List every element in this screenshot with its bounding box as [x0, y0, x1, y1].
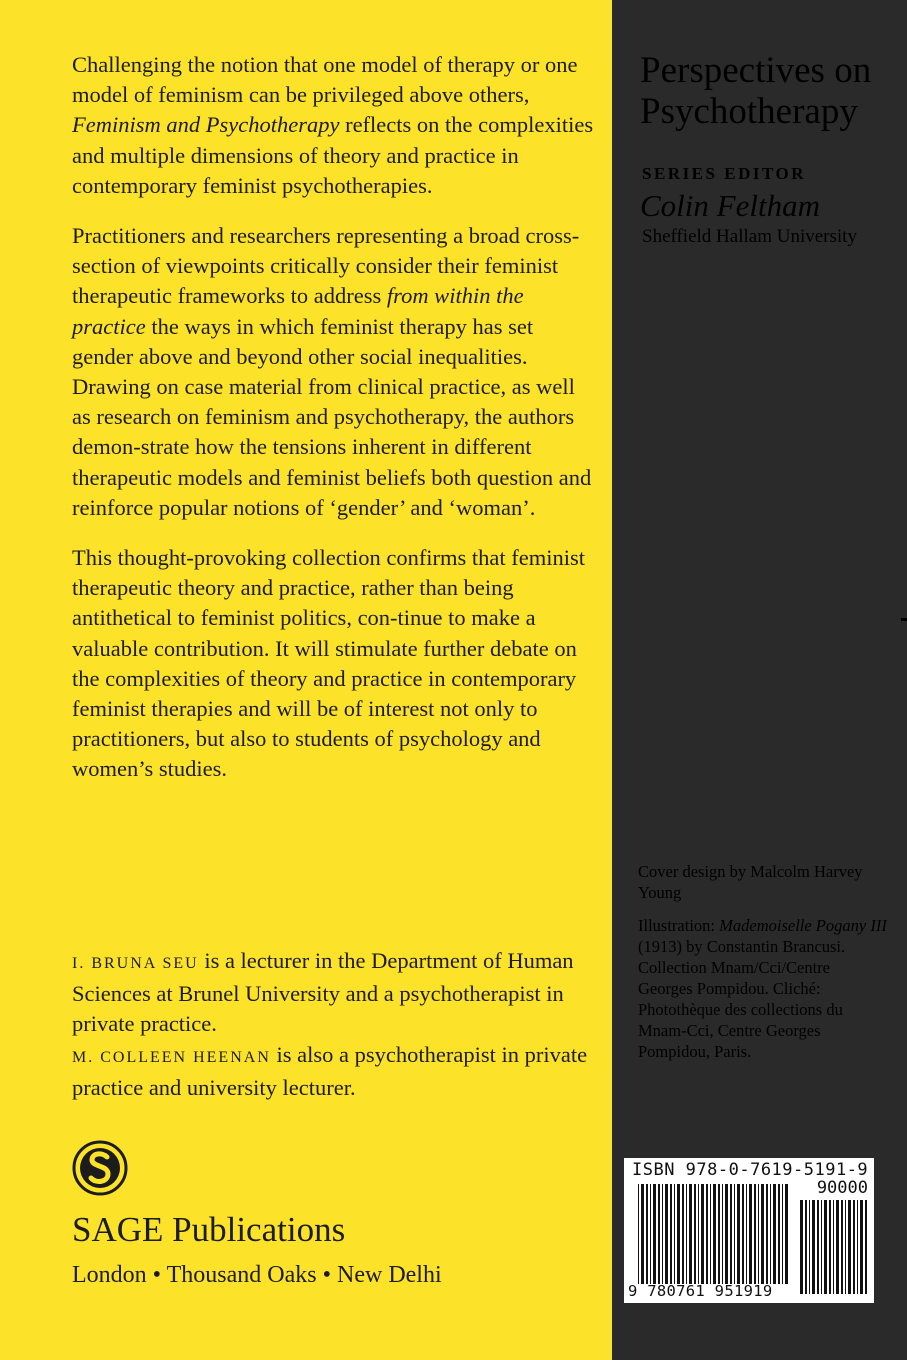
barcode-bar	[722, 1184, 723, 1284]
sage-s-logo-icon	[72, 1140, 128, 1196]
barcode-bar	[646, 1184, 648, 1284]
cover-credits	[638, 861, 888, 1074]
barcode-bars	[638, 1184, 788, 1284]
barcode-bar	[821, 1200, 822, 1294]
barcode-bar	[650, 1184, 651, 1284]
barcode-bar	[725, 1184, 728, 1284]
barcode-bar	[782, 1184, 783, 1284]
barcode-bar	[701, 1184, 704, 1284]
barcode-bar	[665, 1184, 668, 1284]
barcode-bar	[706, 1184, 708, 1284]
author-bio: I. BRUNA SEU is a lecturer in the Department of Human Sciences at Brunel University and a psychotherapist in private practice.	[72, 948, 574, 1037]
author-name: I. BRUNA SEU	[72, 955, 199, 972]
cover-design-credit: Cover design by Malcolm Harvey Young	[638, 862, 863, 902]
price-addon-code: 90000	[816, 1178, 868, 1198]
barcode-bar	[865, 1200, 867, 1294]
barcode-bar	[833, 1200, 834, 1294]
book-title: Feminism and Psychotherapy	[72, 112, 340, 138]
barcode-bar	[710, 1184, 711, 1284]
author-name: M. COLLEEN HEENAN	[72, 1048, 271, 1066]
barcode-bar	[817, 1200, 819, 1294]
barcode-bar	[677, 1184, 680, 1284]
barcode-bar	[742, 1184, 744, 1284]
barcode-bar	[812, 1200, 815, 1294]
author-bios	[72, 946, 602, 1103]
barcode-bar	[737, 1184, 740, 1284]
barcode-bar	[682, 1184, 684, 1284]
barcode-bar	[734, 1184, 735, 1284]
barcode-bar	[800, 1200, 803, 1294]
barcode-bar	[713, 1184, 716, 1284]
barcode-bar	[686, 1184, 687, 1284]
barcode-digits: 9 780761 951919	[628, 1282, 773, 1300]
barcode-bar	[758, 1184, 759, 1284]
illustration-credit: Illustration: Mademoiselle Pogany III (1913) by Constantin Brancusi. Collection Mnam/Cci/Centre Georges Pompidou. Cliché: Photothèque des collections du Mnam-Cci, Centre Georges Pompidou, Paris.	[638, 916, 887, 1061]
barcode-bar	[829, 1200, 831, 1294]
publisher-cities: London • Thousand Oaks • New Delhi	[72, 1262, 442, 1288]
barcode-bar	[653, 1184, 656, 1284]
series-editor-label: SERIES EDITOR	[642, 164, 806, 183]
barcode-bar	[749, 1184, 752, 1284]
barcode-bar	[845, 1200, 846, 1294]
barcode-bar	[674, 1184, 675, 1284]
barcode-bar	[805, 1200, 807, 1294]
barcode-bar	[670, 1184, 672, 1284]
barcode-bar	[836, 1200, 839, 1294]
barcode-bar	[689, 1184, 692, 1284]
barcode-bar	[773, 1184, 776, 1284]
barcode-bar	[658, 1184, 660, 1284]
barcode-bar	[638, 1184, 639, 1284]
barcode-bar	[662, 1184, 663, 1284]
blurb-paragraph-1: Challenging the notion that one model of therapy or one model of feminism can be privileged above others, Feminism and Psychotherapy reflects on the complexities and multiple dimensions of theory and practice in contemporary feminist psychotherapies.	[72, 52, 594, 198]
series-editor-affiliation: Sheffield Hallam University	[642, 226, 857, 247]
barcode-bar	[718, 1184, 720, 1284]
barcode-bar	[860, 1200, 863, 1294]
barcode-bar	[857, 1200, 858, 1294]
barcode-bar	[698, 1184, 699, 1284]
series-editor-name: Colin Feltham	[640, 188, 820, 223]
author-bio: M. COLLEEN HEENAN is also a psychotherapist in private practice and university lecturer.	[72, 1041, 588, 1100]
barcode-bar	[746, 1184, 747, 1284]
barcode-bar	[853, 1200, 855, 1294]
blurb-paragraph-2: Practitioners and researchers representing a broad cross-section of viewpoints critically consider their feminist therapeutic frameworks to address from within the practice the ways in which feminist therapy has set gender above and beyond other social inequalities. Drawing on case material from clinical practice, as well as research on feminism and psychotherapy, the authors demon-strate how the tensions inherent in different therapeutic models and feminist beliefs both question and reinforce popular notions of ‘gender’ and ‘woman’.	[72, 223, 592, 520]
barcode-bar	[641, 1184, 644, 1284]
barcode-addon-bars	[800, 1200, 868, 1294]
barcode-bar	[770, 1184, 771, 1284]
barcode-bar	[848, 1200, 851, 1294]
isbn-barcode	[624, 1158, 874, 1303]
blurb-paragraph-3: This thought-provoking collection confirms that feminist therapeutic theory and practice, rather than being antithetical to feminist politics, con-tinue to make a valuable contribution. It will stimulate further debate on the complexities of theory and practice in contemporary feminist therapies and will be of interest not only to practitioners, but also to students of psychology and women’s studies.	[72, 545, 586, 782]
barcode-bar	[761, 1184, 764, 1284]
blurb	[72, 50, 597, 805]
barcode-bar	[754, 1184, 756, 1284]
isbn-text: ISBN 978-0-7619-5191-9	[632, 1160, 869, 1180]
barcode-bar	[778, 1184, 780, 1284]
barcode-bar	[824, 1200, 827, 1294]
barcode-bar	[841, 1200, 843, 1294]
barcode-bar	[785, 1184, 788, 1284]
edge-crop-mark	[901, 618, 907, 621]
publisher-name: SAGE Publications	[72, 1210, 346, 1249]
barcode-bar	[694, 1184, 696, 1284]
barcode-bar	[766, 1184, 768, 1284]
series-title: Perspectives on Psychotherapy	[640, 50, 872, 132]
barcode-bar	[809, 1200, 810, 1294]
barcode-bar	[730, 1184, 732, 1284]
